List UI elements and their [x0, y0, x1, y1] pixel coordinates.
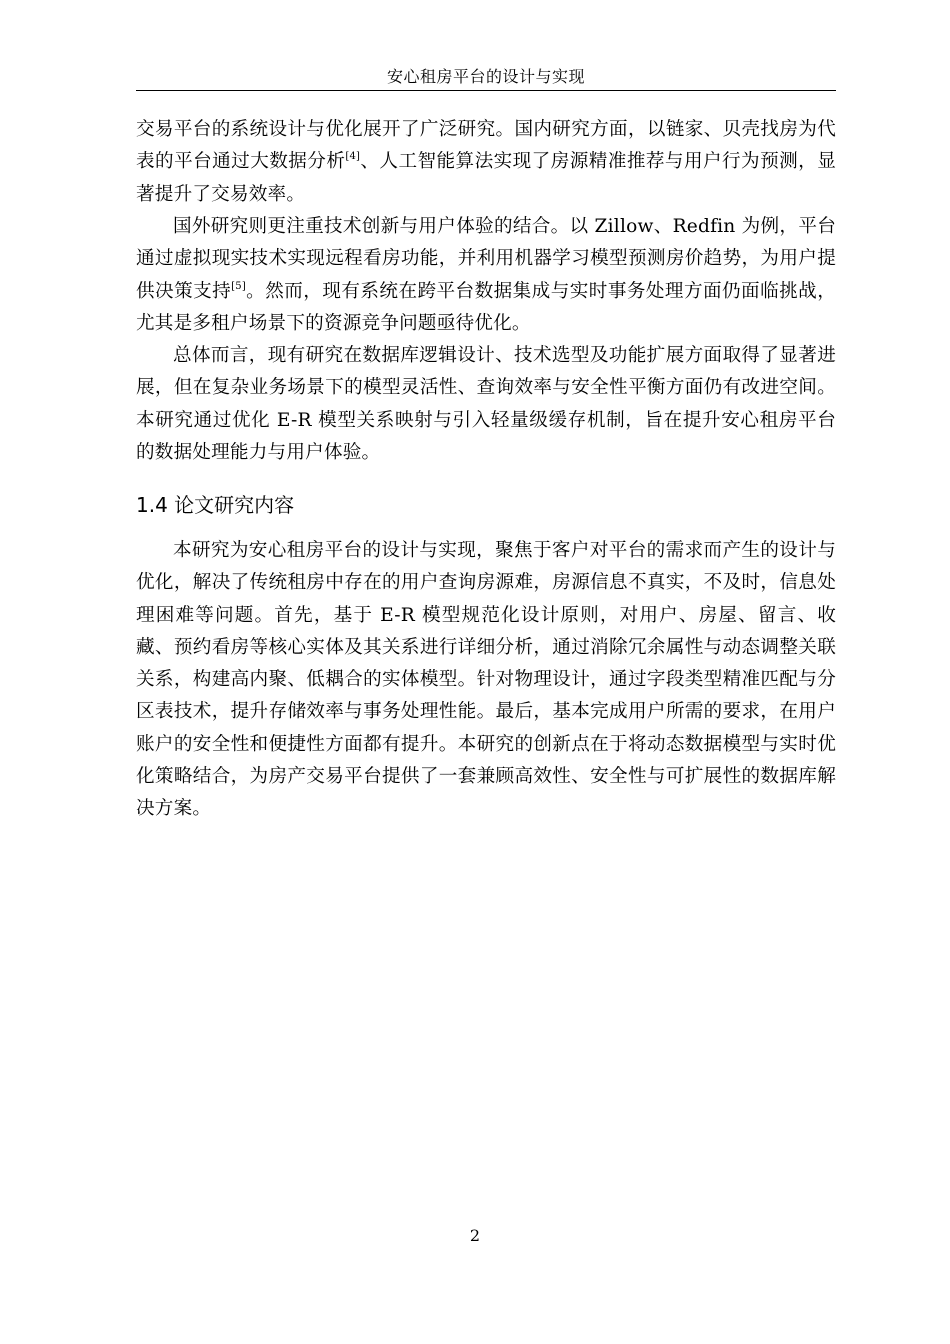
paragraph-text: 交易平台的系统设计与优化展开了广泛研究。国内研究方面，以链家、贝壳找房为代表的平台通过大数据分析 [136, 119, 836, 173]
header-rule [136, 90, 836, 91]
paragraph-summary: 总体而言，现有研究在数据库逻辑设计、技术选型及功能扩展方面取得了显著进展，但在复杂业务场景下的模型灵活性、查询效率与安全性平衡方面仍有改进空间。本研究通过优化 E-R 模型关系映射与引入轻量级缓存机制，旨在提升安心租房平台的数据处理能力与用户体验。 [136, 345, 836, 463]
page-number: 2 [469, 1226, 481, 1245]
citation-5[interactable]: [5] [231, 280, 246, 292]
running-header: 安心租房平台的设计与实现 [386, 67, 585, 86]
paragraph-research-content: 本研究为安心租房平台的设计与实现，聚焦于客户对平台的需求而产生的设计与优化，解决了传统租房中存在的用户查询房源难，房源信息不真实，不及时，信息处理困难等问题。首先，基于 E-R 模型规范化设计原则，对用户、房屋、留言、收藏、预约看房等核心实体及其关系进行详细分析，通过消除冗余属性与动态调整关联关系，构建高内聚、低耦合的实体模型。针对物理设计，通过字段类型精准匹配与分区表技术，提升存储效率与事务处理性能。最后，基本完成用户所需的要求，在用户账户的安全性和便捷性方面都有提升。本研究的创新点在于将动态数据模型与实时优化策略结合，为房产交易平台提供了一套兼顾高效性、安全性与可扩展性的数据库解决方案。 [136, 540, 836, 820]
paragraph-text: 国外研究则更注重技术创新与用户体验的结合。以 Zillow、Redfin 为例，平台通过虚拟现实技术实现远程看房功能，并利用机器学习模型预测房价趋势，为用户提供决策支持 [136, 216, 836, 302]
paragraph-domestic-research [136, 114, 836, 211]
paragraph-text: 。然而，现有系统在跨平台数据集成与实时事务处理方面仍面临挑战，尤其是多租户场景下的资源竞争问题亟待优化。 [136, 280, 836, 334]
section-heading: 1.4 论文研究内容 [136, 493, 295, 517]
citation-4[interactable]: [4] [345, 151, 361, 163]
paragraph-foreign-research [136, 211, 836, 340]
paragraph-text: 、人工智能算法实现了房源精准推荐与用户行为预测，显著提升了交易效率。 [136, 151, 836, 205]
